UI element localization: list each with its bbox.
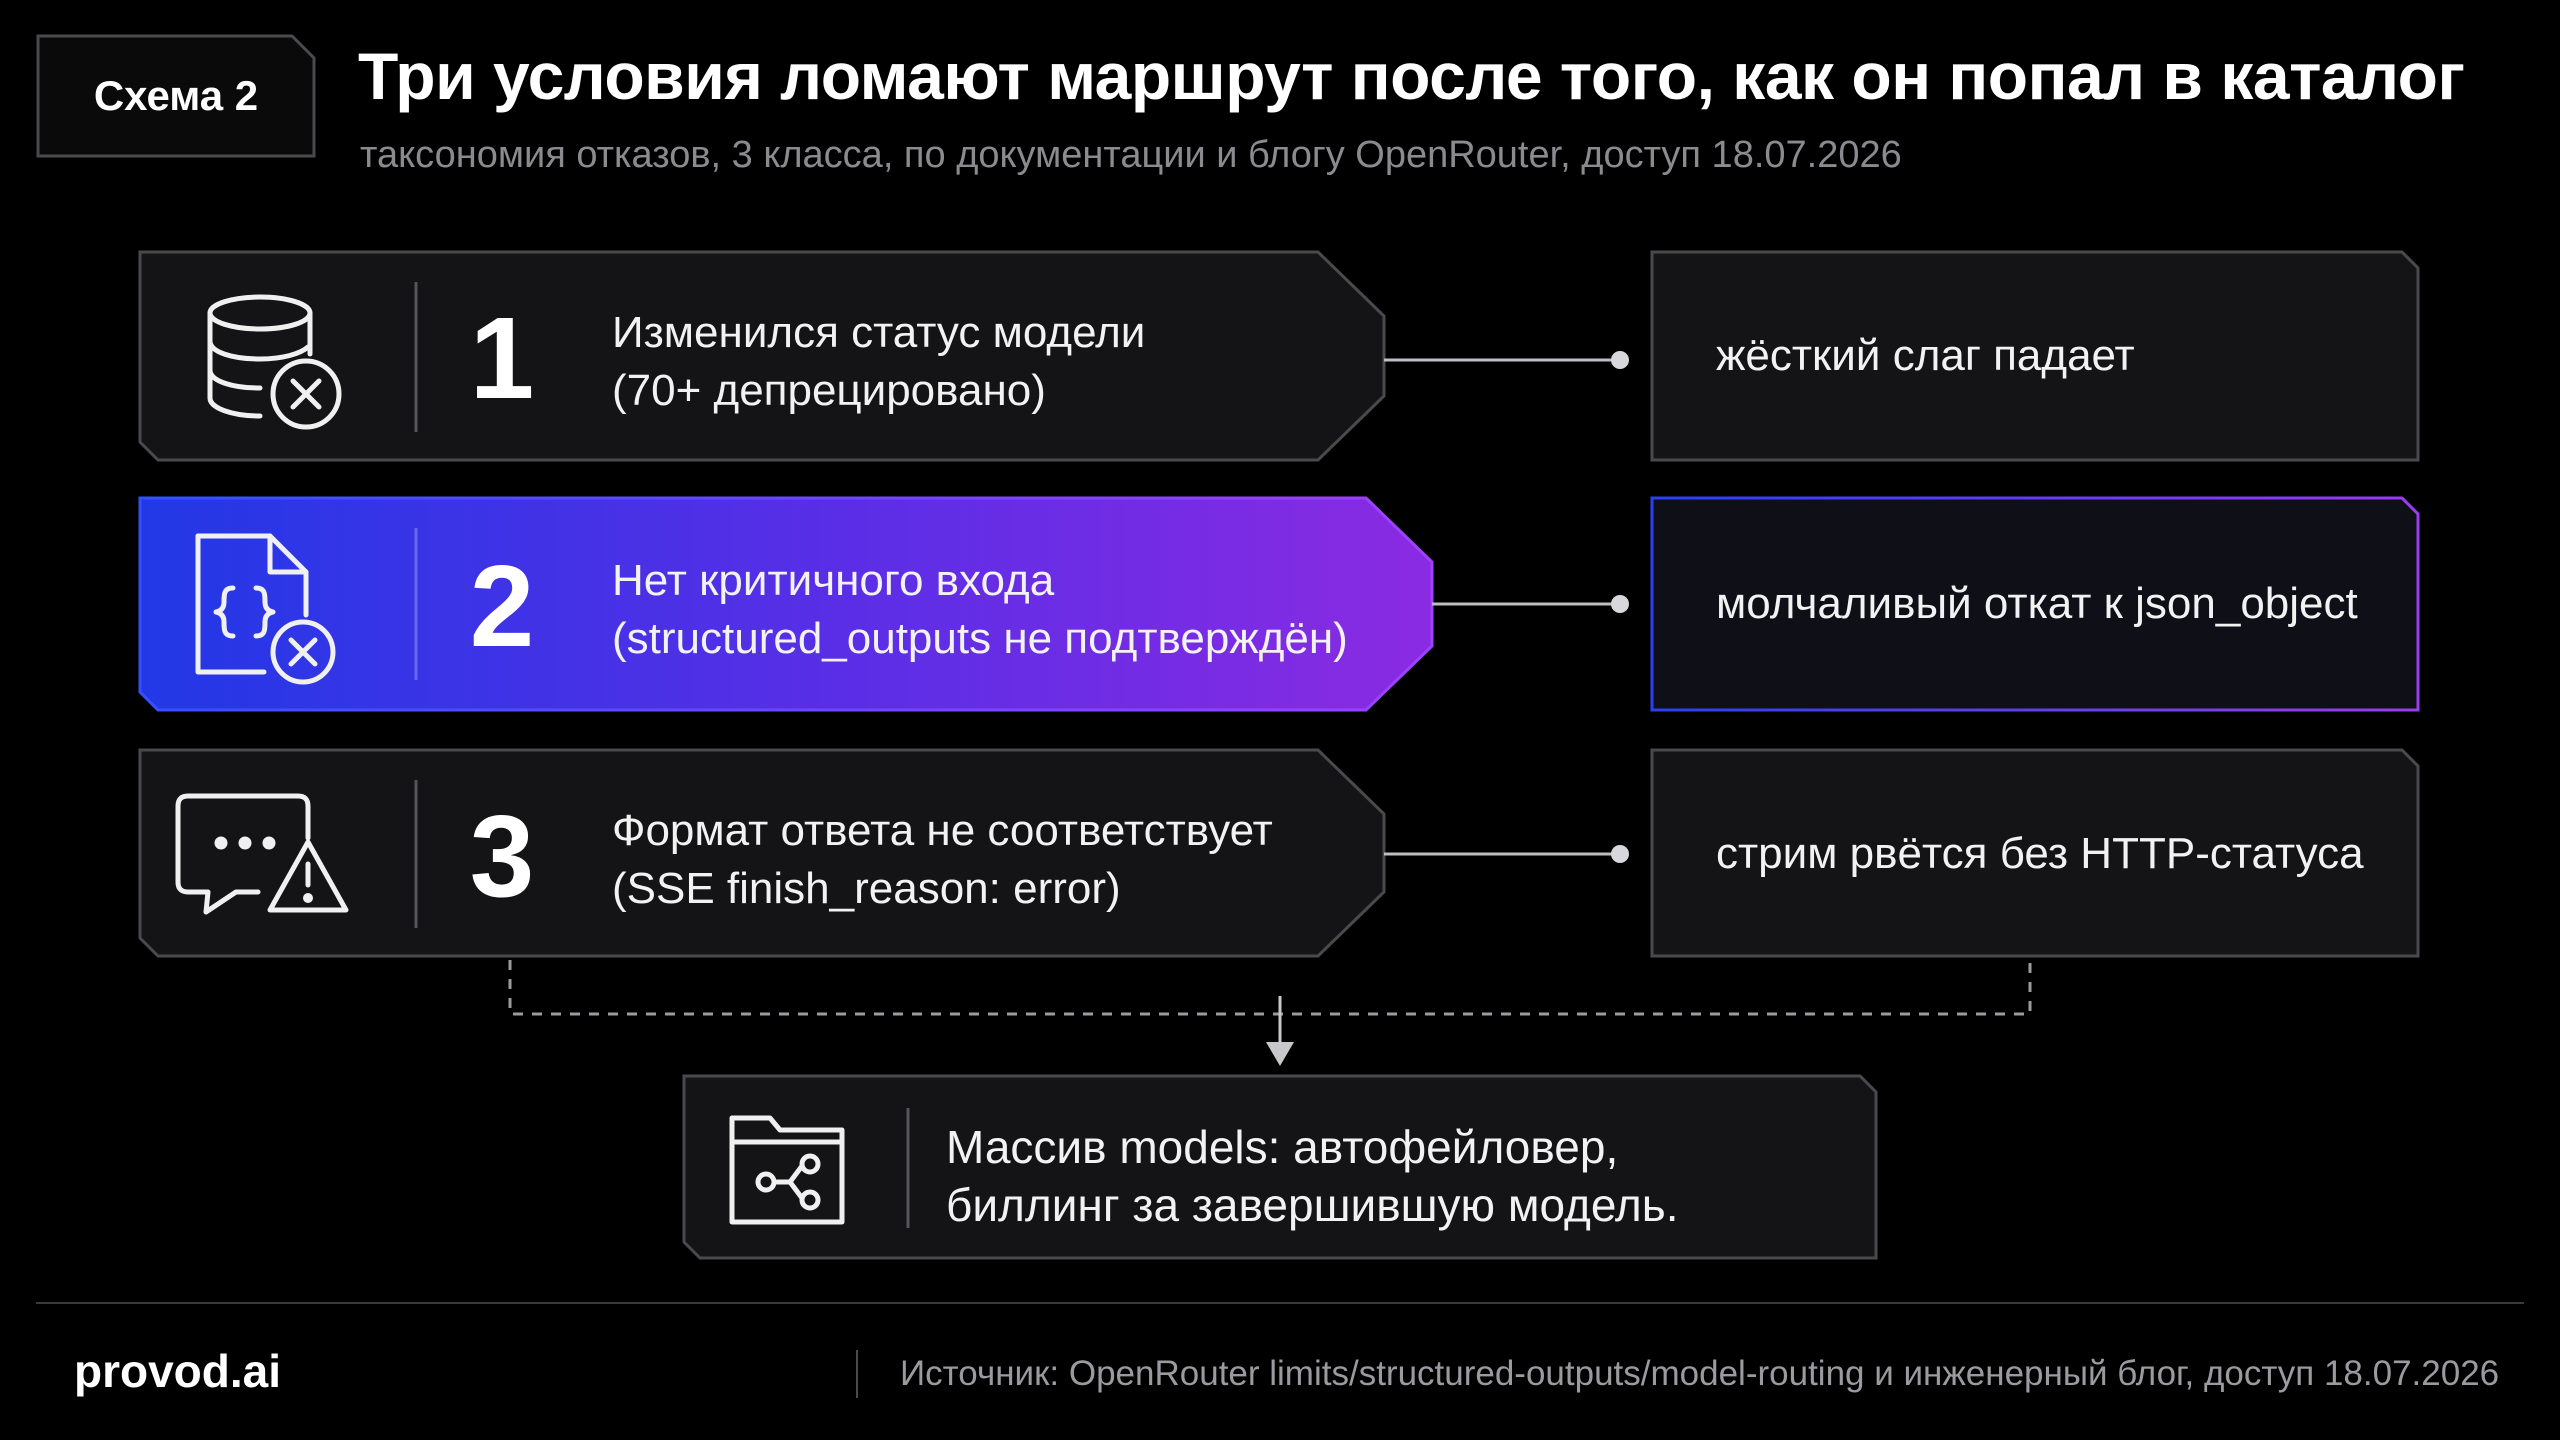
condition-3-line-2: (SSE finish_reason: error) [612,864,1121,913]
footer-divider [36,1302,2524,1304]
condition-text-1 [612,304,1145,420]
condition-number-2: 2 [469,541,535,671]
condition-2-line-1: Нет критичного входа [612,556,1055,605]
resolution-line-2: биллинг за завершившую модель. [946,1179,1679,1231]
connector-2 [1432,595,1629,613]
condition-number-3: 3 [469,791,535,921]
outcome-text-2: молчаливый откат к json_object [1716,579,2358,628]
condition-1-line-2: (70+ депрецировано) [612,366,1046,415]
resolution-text [946,1118,1679,1234]
condition-text-2 [612,552,1348,668]
merge-arrow [1266,996,1294,1066]
condition-3-line-1: Формат ответа не соответствует [612,806,1273,855]
connector-3 [1384,845,1629,863]
outcome-text-3: стрим рвётся без HTTP-статуса [1716,829,2364,878]
resolution-line-1: Массив models: автофейловер, [946,1121,1619,1173]
connector-1 [1384,351,1629,369]
condition-1-line-1: Изменился статус модели [612,308,1146,357]
brand-logo[interactable]: provod.ai [74,1345,282,1397]
condition-2-line-2: (structured_outputs не подтверждён) [612,614,1348,663]
condition-text-3 [612,802,1273,918]
outcome-text-1: жёсткий слаг падает [1716,331,2135,380]
merge-connector [510,960,2030,1014]
condition-number-1: 1 [469,293,535,423]
source-note: Источник: OpenRouter limits/structured-outputs/model-routing и инженерный блог, доступ 18.07.2026 [900,1354,2500,1393]
diagram-badge: Схема 2 [93,72,259,119]
page-subtitle: таксономия отказов, 3 класса, по документации и блогу OpenRouter, доступ 18.07.2026 [360,134,1902,176]
footer-separator [856,1350,858,1398]
page-title: Три условия ломают маршрут после того, как он попал в каталог [358,39,2465,113]
